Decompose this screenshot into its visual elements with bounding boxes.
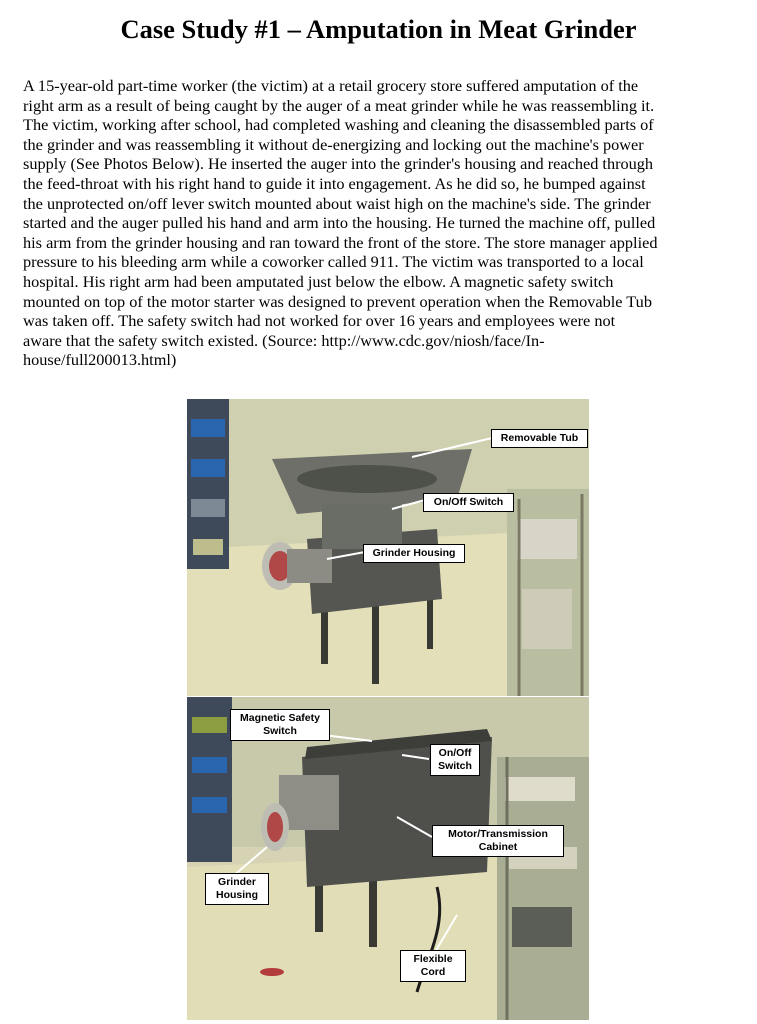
paragraph-line: the unprotected on/off lever switch mounted about waist high on the machine's side. The grinder [23,193,651,213]
removable-tub-label: Removable Tub [491,429,588,448]
paragraph-line: was taken off. The safety switch had not worked for over 16 years and employees were not [23,311,616,331]
grinder-housing-label: Grinder Housing [363,544,465,563]
on-off-switch-label: On/Off Switch [423,493,514,512]
case-study-paragraph [23,76,747,370]
paragraph-line: started and the auger pulled his hand and arm into the housing. He turned the machine off, pulled [23,213,656,233]
paragraph-line: hospital. His right arm had been amputated just below the elbow. A magnetic safety switch [23,271,614,291]
paragraph-line: the grinder and was reassembling it without de-energizing and locking out the machine's power [23,134,644,154]
flexible-cord-label: Flexible Cord [400,950,466,982]
paragraph-line: right arm as a result of being caught by the auger of a meat grinder while he was reassembling it. [23,95,655,115]
grinder-housing-label-bottom: Grinder Housing [205,873,269,905]
grinder-photo-top [187,399,589,696]
paragraph-line: A 15-year-old part-time worker (the victim) at a retail grocery store suffered amputation of the [23,76,639,95]
paragraph-line: The victim, working after school, had completed washing and cleaning the disassembled parts of [23,115,654,135]
grinder-photo-bottom-image [187,697,589,1020]
paragraph-line: aware that the safety switch existed. (Source: http://www.cdc.gov/niosh/face/In- [23,330,545,350]
page-title: Case Study #1 – Amputation in Meat Grinder [120,14,637,44]
paragraph-line: his arm from the grinder housing and ran toward the front of the store. The store manager applied [23,232,658,252]
grinder-photo-bottom [187,697,589,1020]
on-off-switch-label-bottom: On/Off Switch [430,744,480,776]
paragraph-line: pressure to his bleeding arm while a coworker called 911. The victim was transported to a local [23,252,644,272]
magnetic-safety-switch-label: Magnetic Safety Switch [230,709,330,741]
paragraph-line: the feed-throat with his right hand to guide it into engagement. As he did so, he bumped against [23,173,646,193]
paragraph-line: house/full200013.html) [23,350,177,370]
motor-transmission-cabinet-label: Motor/Transmission Cabinet [432,825,564,857]
paragraph-line: mounted on top of the motor starter was designed to prevent operation when the Removable Tub [23,291,652,311]
paragraph-line: supply (See Photos Below). He inserted the auger into the grinder's housing and reached through [23,154,654,174]
